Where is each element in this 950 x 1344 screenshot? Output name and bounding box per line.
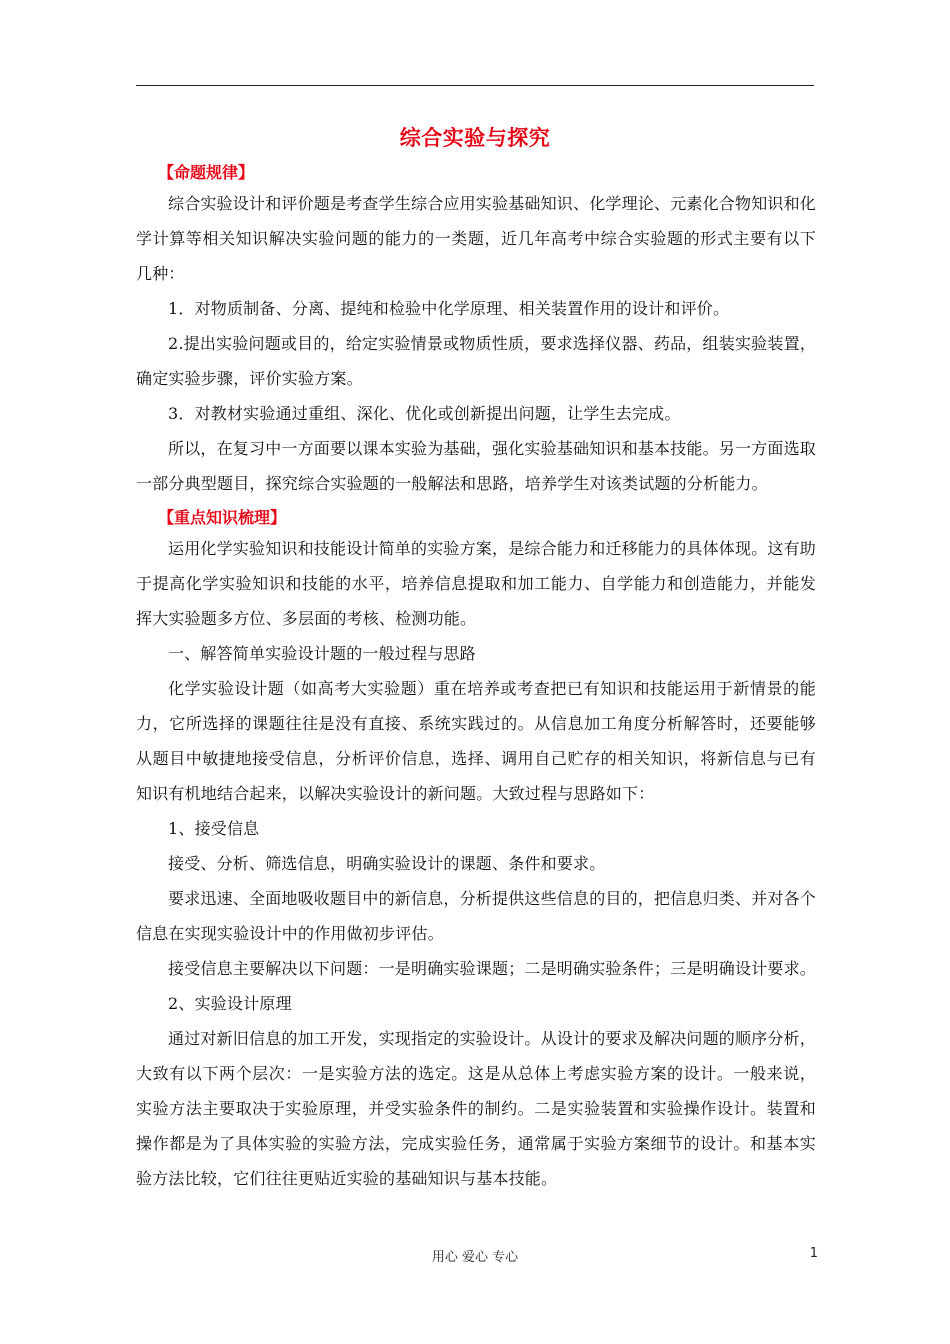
header-rule <box>136 85 814 86</box>
paragraph: 通过对新旧信息的加工开发，实现指定的实验设计。从设计的要求及解决问题的顺序分析，大致有以下两个层次：一是实验方法的选定。这是从总体上考虑实验方案的设计。一般来说，实验方法主要取决于实验原理，并受实验条件的制约。二是实验装置和实验操作设计。装置和操作都是为了具体实验的实验方法，完成实验任务，通常属于实验方案细节的设计。和基本实验方法比较，它们往往更贴近实验的基础知识与基本技能。 <box>136 1029 817 1188</box>
paragraph: 接受信息主要解决以下问题：一是明确实验课题；二是明确实验条件；三是明确设计要求。 <box>168 959 817 978</box>
subheading: 一、解答简单实验设计题的一般过程与思路 <box>168 644 476 663</box>
paragraph: 要求迅速、全面地吸收题目中的新信息，分析提供这些信息的目的，把信息归类、并对各个信息在实现实验设计中的作用做初步评估。 <box>136 889 817 943</box>
paragraph: 运用化学实验知识和技能设计简单的实验方案，是综合能力和迁移能力的具体体现。这有助于提高化学实验知识和技能的水平，培养信息提取和加工能力、自学能力和创造能力，并能发挥大实验题多方位、多层面的考核、检测功能。 <box>136 539 817 628</box>
paragraph: 所以，在复习中一方面要以课本实验为基础，强化实验基础知识和基本技能。另一方面选取一部分典型题目，探究综合实验题的一般解法和思路，培养学生对该类试题的分析能力。 <box>136 439 817 493</box>
paragraph: 1．对物质制备、分离、提纯和检验中化学原理、相关装置作用的设计和评价。 <box>168 299 730 318</box>
subheading: 2、实验设计原理 <box>168 994 292 1013</box>
paragraph: 综合实验设计和评价题是考查学生综合应用实验基础知识、化学理论、元素化合物知识和化学计算等相关知识解决实验问题的能力的一类题，近几年高考中综合实验题的形式主要有以下几种： <box>136 194 817 283</box>
document-body <box>136 160 816 1196</box>
page-number: 1 <box>809 1246 818 1261</box>
footer-motto: 用心 爱心 专心 <box>431 1250 519 1265</box>
page-title: 综合实验与探究 <box>399 125 551 150</box>
paragraph: 2.提出实验问题或目的，给定实验情景或物质性质，要求选择仪器、药品，组装实验装置，确定实验步骤，评价实验方案。 <box>136 334 816 388</box>
paragraph: 接受、分析、筛选信息，明确实验设计的课题、条件和要求。 <box>168 854 606 873</box>
subheading: 1、接受信息 <box>168 819 260 838</box>
section-heading-law: 【命题规律】 <box>158 163 255 182</box>
paragraph: 化学实验设计题（如高考大实验题）重在培养或考查把已有知识和技能运用于新情景的能力，它所选择的课题往往是没有直接、系统实践过的。从信息加工角度分析解答时，还要能够从题目中敏捷地接受信息，分析评价信息，选择、调用自己贮存的相关知识，将新信息与已有知识有机地结合起来，以解决实验设计的新问题。大致过程与思路如下： <box>136 679 816 803</box>
section-heading-key: 【重点知识梳理】 <box>158 508 287 527</box>
paragraph: 3．对教材实验通过重组、深化、优化或创新提出问题，让学生去完成。 <box>168 404 681 423</box>
